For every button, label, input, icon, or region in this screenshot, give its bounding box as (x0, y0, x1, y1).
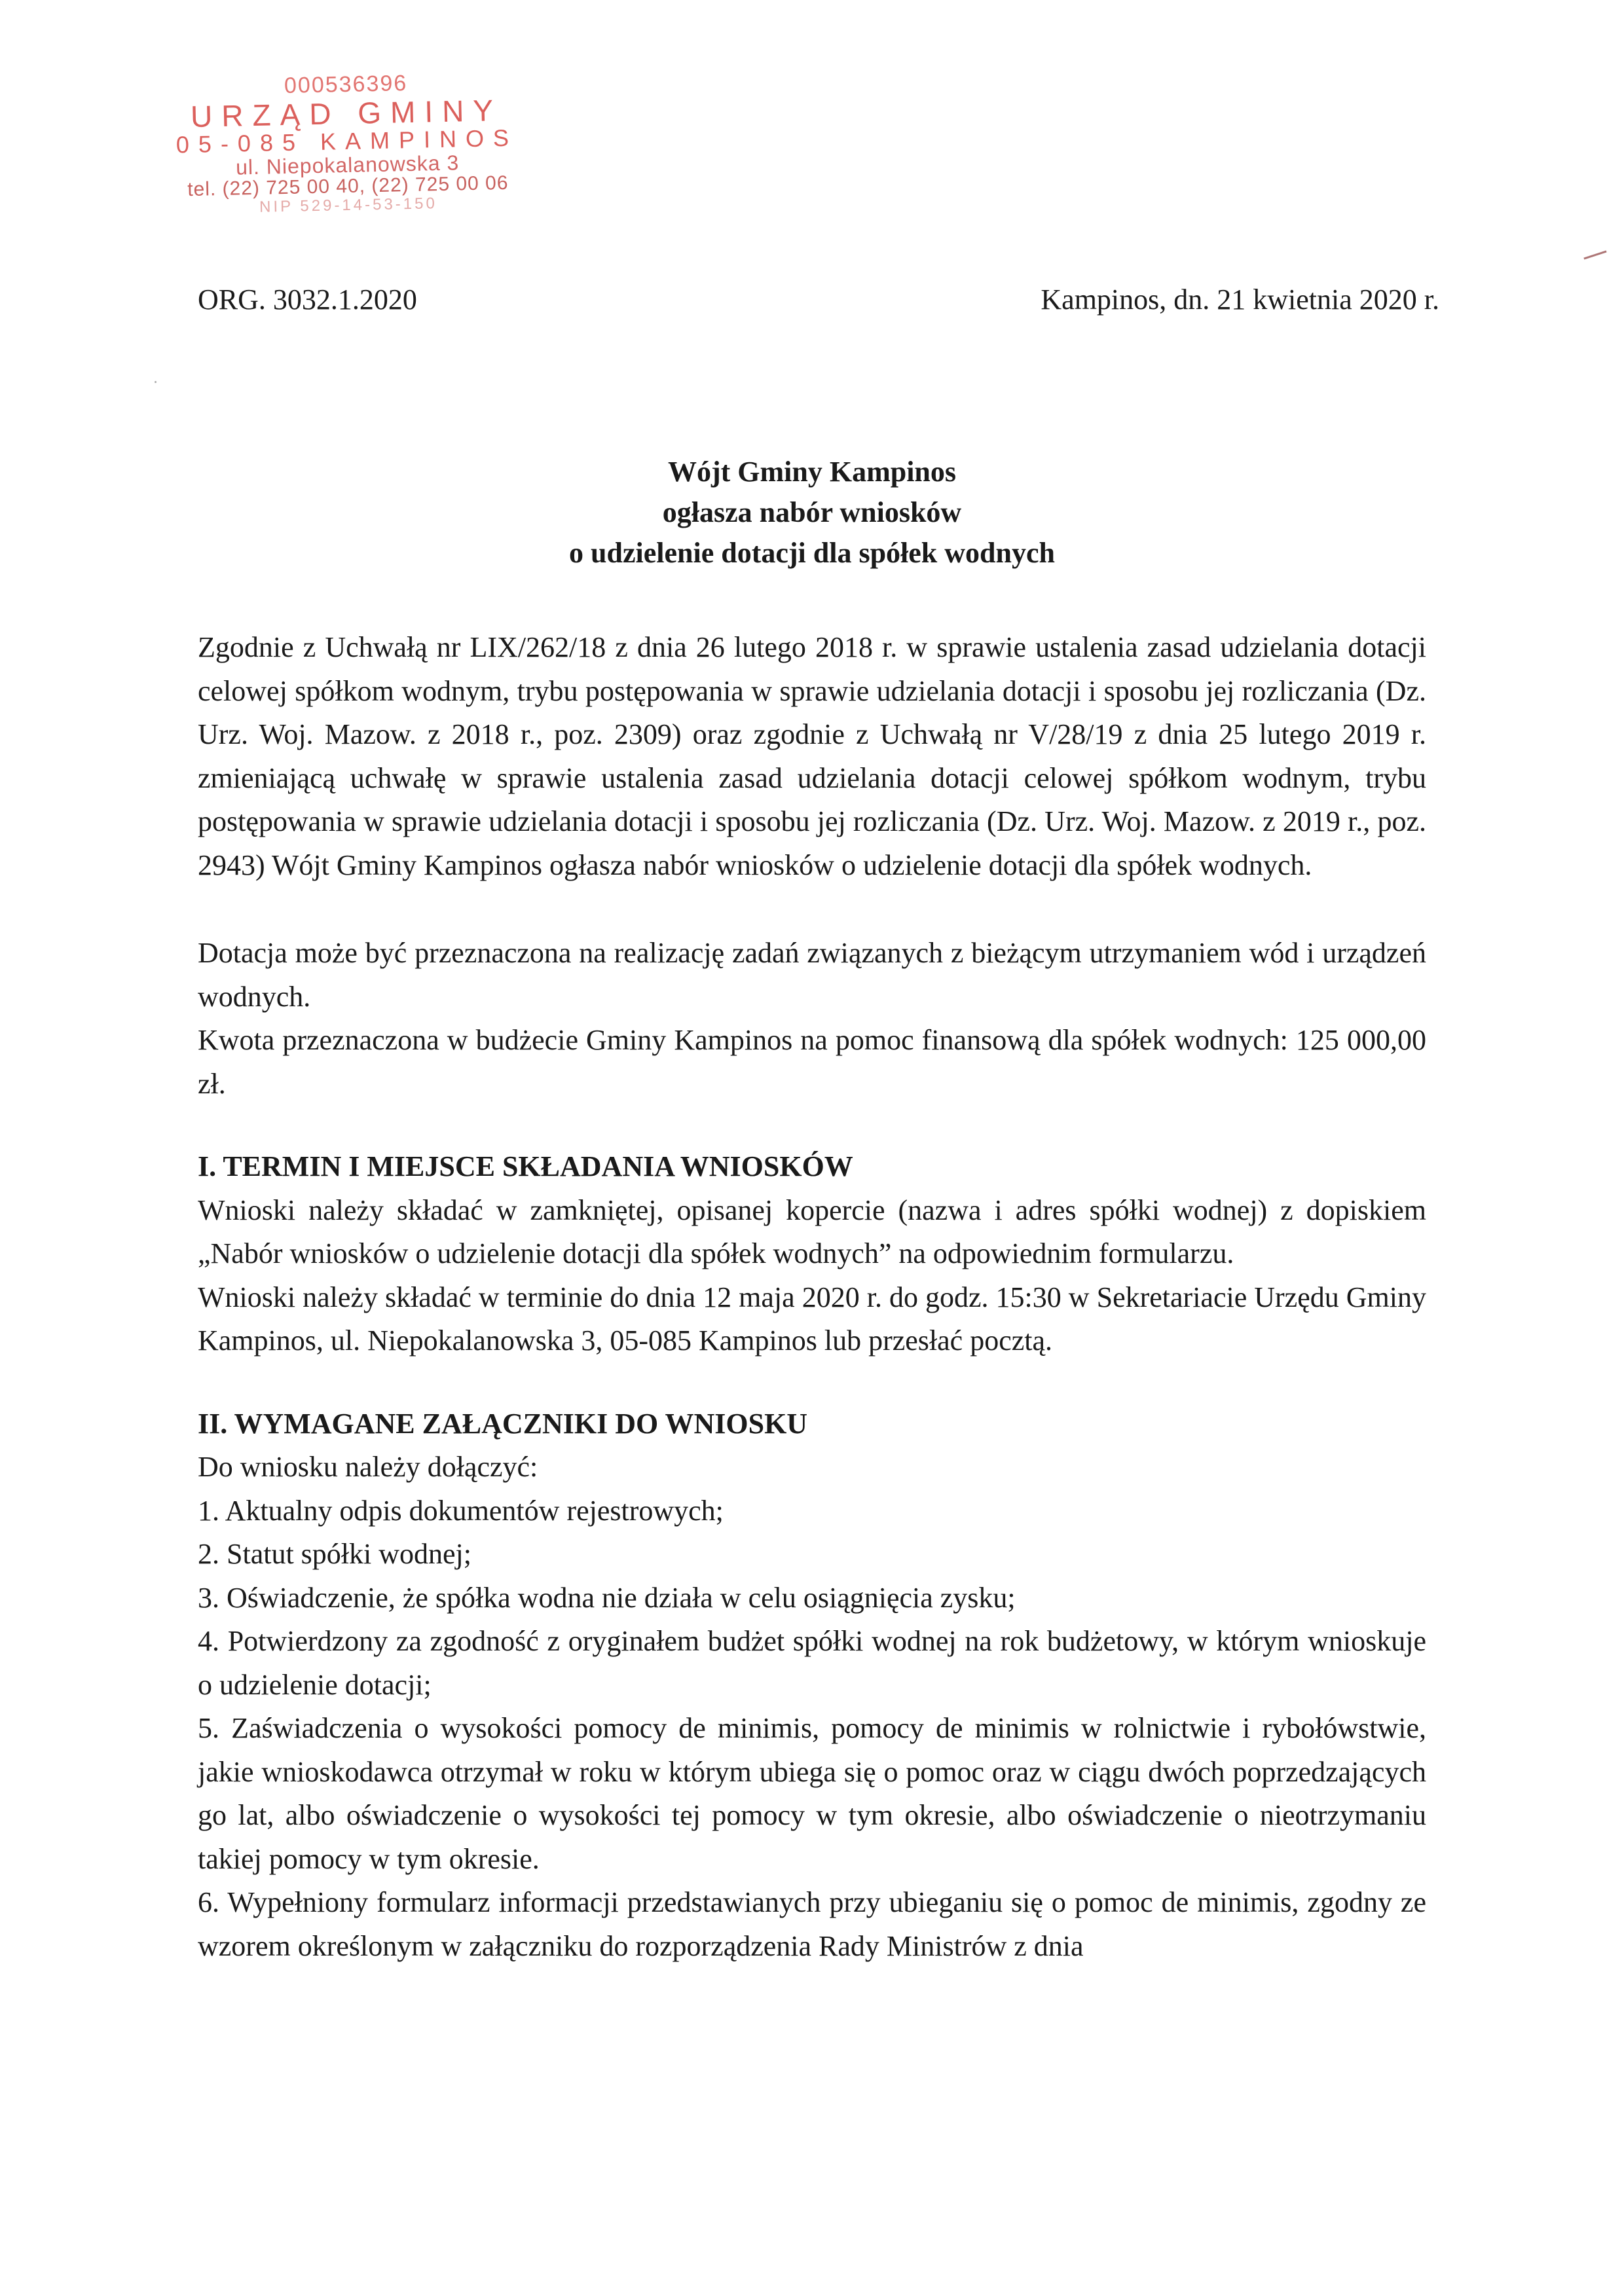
section-1-paragraph-1: Wnioski należy składać w zamkniętej, opisanej kopercie (nazwa i adres spółki wodnej) z dopiskiem „Nabór wniosków o udzielenie dotacji dla spółek wodnych” na odpowiednim formularzu. (198, 1194, 1426, 1269)
stamp-phone: tel. (22) 725 00 40, (22) 725 00 06 (187, 172, 509, 201)
purpose-paragraph: Dotacja może być przeznaczona na realizację zadań związanych z bieżącym utrzymaniem wód i urządzeń wodnych. (198, 937, 1426, 1013)
attachment-item: 2. Statut spółki wodnej; (198, 1538, 471, 1570)
section-1-title: I. TERMIN I MIEJSCE SKŁADANIA WNIOSKÓW (198, 1150, 853, 1182)
office-stamp (162, 69, 532, 217)
stamp-nip: NIP 529-14-53-150 (259, 194, 438, 216)
stamp-number: 000536396 (284, 71, 408, 98)
attachment-item: 5. Zaświadczenia o wysokości pomocy de minimis, pomocy de minimis w rolnictwie i rybołówstwie, jakie wnioskodawca otrzymał w roku w którym ubiega się o pomoc oraz w ciągu dwóch poprzedzających go lat, albo oświadczenie o wysokości tej pomocy w tym okresie, albo oświadczenie o nieotrzymaniu takiej pomocy w tym okresie. (198, 1712, 1426, 1875)
reference-number: ORG. 3032.1.2020 (198, 283, 417, 316)
section-1-paragraph-2: Wnioski należy składać w terminie do dnia 12 maja 2020 r. do godz. 15:30 w Sekretariacie Urzędu Gminy Kampinos, ul. Niepokalanowska 3, 05-085 Kampinos lub przesłać pocztą. (198, 1281, 1426, 1357)
title-line-2: ogłasza nabór wniosków (662, 496, 962, 528)
attachment-item: 1. Aktualny odpis dokumentów rejestrowych; (198, 1494, 724, 1527)
title-line-1: Wójt Gminy Kampinos (667, 456, 957, 488)
document-body (198, 626, 1426, 1968)
stamp-city: 05-085 KAMPINOS (175, 124, 519, 158)
place-date: Kampinos, dn. 21 kwietnia 2020 r. (1041, 283, 1439, 316)
scan-speck (155, 381, 157, 383)
intro-paragraph: Zgodnie z Uchwałą nr LIX/262/18 z dnia 26 lutego 2018 r. w sprawie ustalenia zasad udzielania dotacji celowej spółkom wodnym, trybu postępowania w sprawie udzielania dotacji i sposobu jej rozliczania (Dz. Urz. Woj. Mazow. z 2018 r., poz. 2309) oraz zgodnie z Uchwałą nr V/28/19 z dnia 25 lutego 2019 r. zmieniającą uchwałę w sprawie ustalenia zasad udzielania dotacji celowej spółkom wodnym, trybu postępowania w sprawie udzielania dotacji i sposobu jej rozliczania (Dz. Urz. Woj. Mazow. z 2019 r., poz. 2943) Wójt Gminy Kampinos ogłasza nabór wniosków o udzielenie dotacji dla spółek wodnych. (198, 631, 1426, 881)
amount-paragraph: Kwota przeznaczona w budżecie Gminy Kampinos na pomoc finansową dla spółek wodnych: 125 000,00 zł. (198, 1024, 1426, 1100)
stamp-street: ul. Niepokalanowska 3 (235, 151, 460, 179)
announcement-title (0, 452, 1624, 574)
pen-mark (1583, 251, 1606, 260)
stamp-office: URZĄD GMINY (190, 93, 503, 134)
attachment-item: 6. Wypełniony formularz informacji przedstawianych przy ubieganiu się o pomoc de minimis, zgodny ze wzorem określonym w załączniku do rozporządzenia Rady Ministrów z dnia (198, 1886, 1426, 1962)
section-2-lead: Do wniosku należy dołączyć: (198, 1451, 538, 1483)
attachment-item: 3. Oświadczenie, że spółka wodna nie działa w celu osiągnięcia zysku; (198, 1581, 1016, 1614)
section-2-title: II. WYMAGANE ZAŁĄCZNIKI DO WNIOSKU (198, 1407, 808, 1440)
title-line-3: o udzielenie dotacji dla spółek wodnych (569, 537, 1055, 569)
attachment-item: 4. Potwierdzony za zgodność z oryginałem budżet spółki wodnej na rok budżetowy, w którym wnioskuje o udzielenie dotacji; (198, 1625, 1426, 1701)
